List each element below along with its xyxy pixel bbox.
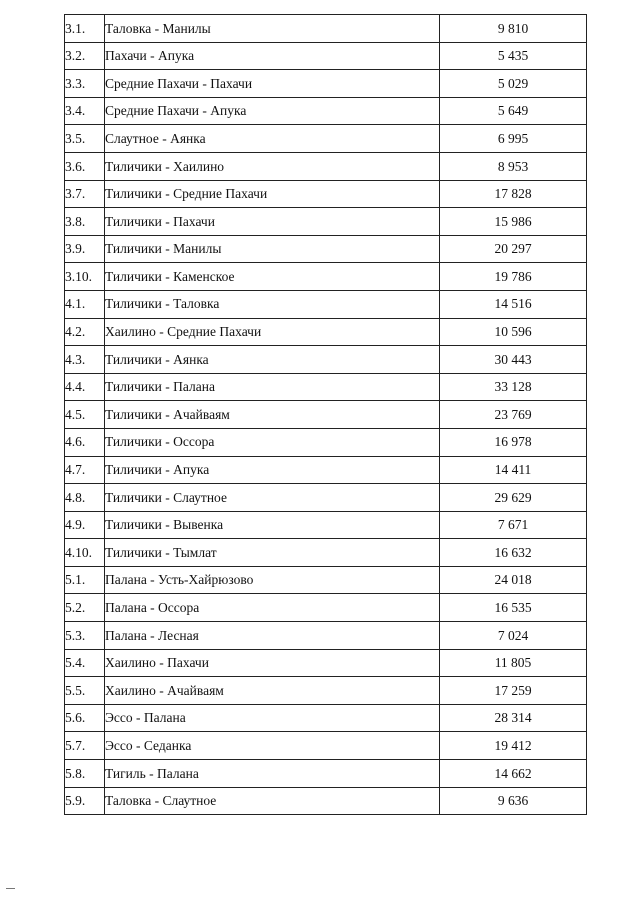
table-row xyxy=(65,760,587,788)
table-row xyxy=(65,208,587,236)
row-number-cell: 3.1. xyxy=(65,15,105,43)
row-number-cell: 5.2. xyxy=(65,594,105,622)
row-number-cell: 5.6. xyxy=(65,704,105,732)
route-name-cell: Палана - Лесная xyxy=(105,622,440,650)
row-number-cell: 4.1. xyxy=(65,290,105,318)
table-row xyxy=(65,401,587,429)
route-name-cell: Тиличики - Аянка xyxy=(105,346,440,374)
route-value-cell: 7 024 xyxy=(440,622,587,650)
route-name-cell: Тиличики - Хаилино xyxy=(105,152,440,180)
route-value-cell: 7 671 xyxy=(440,511,587,539)
table-row xyxy=(65,125,587,153)
route-value-cell: 8 953 xyxy=(440,152,587,180)
table-row xyxy=(65,456,587,484)
scan-edge-mark xyxy=(6,888,15,889)
table-row xyxy=(65,622,587,650)
table-row xyxy=(65,290,587,318)
route-name-cell: Слаутное - Аянка xyxy=(105,125,440,153)
table-row xyxy=(65,511,587,539)
route-name-cell: Тиличики - Пахачи xyxy=(105,208,440,236)
row-number-cell: 4.5. xyxy=(65,401,105,429)
table-row xyxy=(65,732,587,760)
row-number-cell: 5.1. xyxy=(65,566,105,594)
route-name-cell: Хаилино - Пахачи xyxy=(105,649,440,677)
table-row xyxy=(65,70,587,98)
route-name-cell: Средние Пахачи - Апука xyxy=(105,97,440,125)
row-number-cell: 4.2. xyxy=(65,318,105,346)
route-name-cell: Палана - Усть-Хайрюзово xyxy=(105,566,440,594)
route-value-cell: 19 412 xyxy=(440,732,587,760)
table-row xyxy=(65,649,587,677)
row-number-cell: 3.8. xyxy=(65,208,105,236)
row-number-cell: 3.3. xyxy=(65,70,105,98)
route-name-cell: Тиличики - Ачайваям xyxy=(105,401,440,429)
route-name-cell: Таловка - Манилы xyxy=(105,15,440,43)
routes-table xyxy=(64,14,587,815)
row-number-cell: 4.7. xyxy=(65,456,105,484)
route-value-cell: 9 810 xyxy=(440,15,587,43)
route-value-cell: 16 535 xyxy=(440,594,587,622)
route-name-cell: Тиличики - Таловка xyxy=(105,290,440,318)
route-name-cell: Тиличики - Палана xyxy=(105,373,440,401)
route-value-cell: 30 443 xyxy=(440,346,587,374)
row-number-cell: 3.9. xyxy=(65,235,105,263)
row-number-cell: 3.7. xyxy=(65,180,105,208)
row-number-cell: 4.3. xyxy=(65,346,105,374)
row-number-cell: 3.4. xyxy=(65,97,105,125)
table-row xyxy=(65,97,587,125)
table-row xyxy=(65,15,587,43)
table-row xyxy=(65,787,587,815)
route-name-cell: Тиличики - Вывенка xyxy=(105,511,440,539)
row-number-cell: 4.6. xyxy=(65,428,105,456)
table-row xyxy=(65,677,587,705)
route-value-cell: 24 018 xyxy=(440,566,587,594)
route-name-cell: Тиличики - Оссора xyxy=(105,428,440,456)
route-value-cell: 10 596 xyxy=(440,318,587,346)
route-value-cell: 20 297 xyxy=(440,235,587,263)
row-number-cell: 5.7. xyxy=(65,732,105,760)
route-value-cell: 6 995 xyxy=(440,125,587,153)
table-row xyxy=(65,180,587,208)
route-value-cell: 17 259 xyxy=(440,677,587,705)
table-row xyxy=(65,539,587,567)
table-row xyxy=(65,42,587,70)
row-number-cell: 4.4. xyxy=(65,373,105,401)
routes-table-body xyxy=(65,15,587,815)
route-value-cell: 11 805 xyxy=(440,649,587,677)
table-row xyxy=(65,484,587,512)
route-name-cell: Тиличики - Манилы xyxy=(105,235,440,263)
route-name-cell: Тиличики - Слаутное xyxy=(105,484,440,512)
route-name-cell: Тиличики - Каменское xyxy=(105,263,440,291)
route-value-cell: 5 649 xyxy=(440,97,587,125)
row-number-cell: 5.9. xyxy=(65,787,105,815)
route-value-cell: 19 786 xyxy=(440,263,587,291)
table-row xyxy=(65,566,587,594)
row-number-cell: 3.2. xyxy=(65,42,105,70)
route-name-cell: Хаилино - Средние Пахачи xyxy=(105,318,440,346)
table-row xyxy=(65,428,587,456)
table-row xyxy=(65,704,587,732)
row-number-cell: 5.8. xyxy=(65,760,105,788)
table-row xyxy=(65,263,587,291)
route-name-cell: Тигиль - Палана xyxy=(105,760,440,788)
row-number-cell: 3.6. xyxy=(65,152,105,180)
table-row xyxy=(65,346,587,374)
row-number-cell: 4.9. xyxy=(65,511,105,539)
table-row xyxy=(65,318,587,346)
route-value-cell: 16 978 xyxy=(440,428,587,456)
route-name-cell: Хаилино - Ачайваям xyxy=(105,677,440,705)
route-name-cell: Средние Пахачи - Пахачи xyxy=(105,70,440,98)
route-name-cell: Тиличики - Тымлат xyxy=(105,539,440,567)
row-number-cell: 4.10. xyxy=(65,539,105,567)
table-row xyxy=(65,594,587,622)
route-value-cell: 5 029 xyxy=(440,70,587,98)
route-value-cell: 17 828 xyxy=(440,180,587,208)
route-value-cell: 14 662 xyxy=(440,760,587,788)
route-value-cell: 33 128 xyxy=(440,373,587,401)
route-name-cell: Эссо - Седанка xyxy=(105,732,440,760)
route-value-cell: 28 314 xyxy=(440,704,587,732)
route-value-cell: 5 435 xyxy=(440,42,587,70)
route-name-cell: Эссо - Палана xyxy=(105,704,440,732)
route-name-cell: Палана - Оссора xyxy=(105,594,440,622)
row-number-cell: 5.5. xyxy=(65,677,105,705)
route-name-cell: Пахачи - Апука xyxy=(105,42,440,70)
route-name-cell: Таловка - Слаутное xyxy=(105,787,440,815)
route-value-cell: 14 411 xyxy=(440,456,587,484)
route-value-cell: 14 516 xyxy=(440,290,587,318)
table-row xyxy=(65,235,587,263)
route-value-cell: 9 636 xyxy=(440,787,587,815)
row-number-cell: 5.3. xyxy=(65,622,105,650)
route-value-cell: 15 986 xyxy=(440,208,587,236)
row-number-cell: 3.5. xyxy=(65,125,105,153)
route-value-cell: 23 769 xyxy=(440,401,587,429)
table-row xyxy=(65,152,587,180)
route-value-cell: 29 629 xyxy=(440,484,587,512)
row-number-cell: 3.10. xyxy=(65,263,105,291)
route-name-cell: Тиличики - Апука xyxy=(105,456,440,484)
row-number-cell: 5.4. xyxy=(65,649,105,677)
route-name-cell: Тиличики - Средние Пахачи xyxy=(105,180,440,208)
route-value-cell: 16 632 xyxy=(440,539,587,567)
row-number-cell: 4.8. xyxy=(65,484,105,512)
table-row xyxy=(65,373,587,401)
